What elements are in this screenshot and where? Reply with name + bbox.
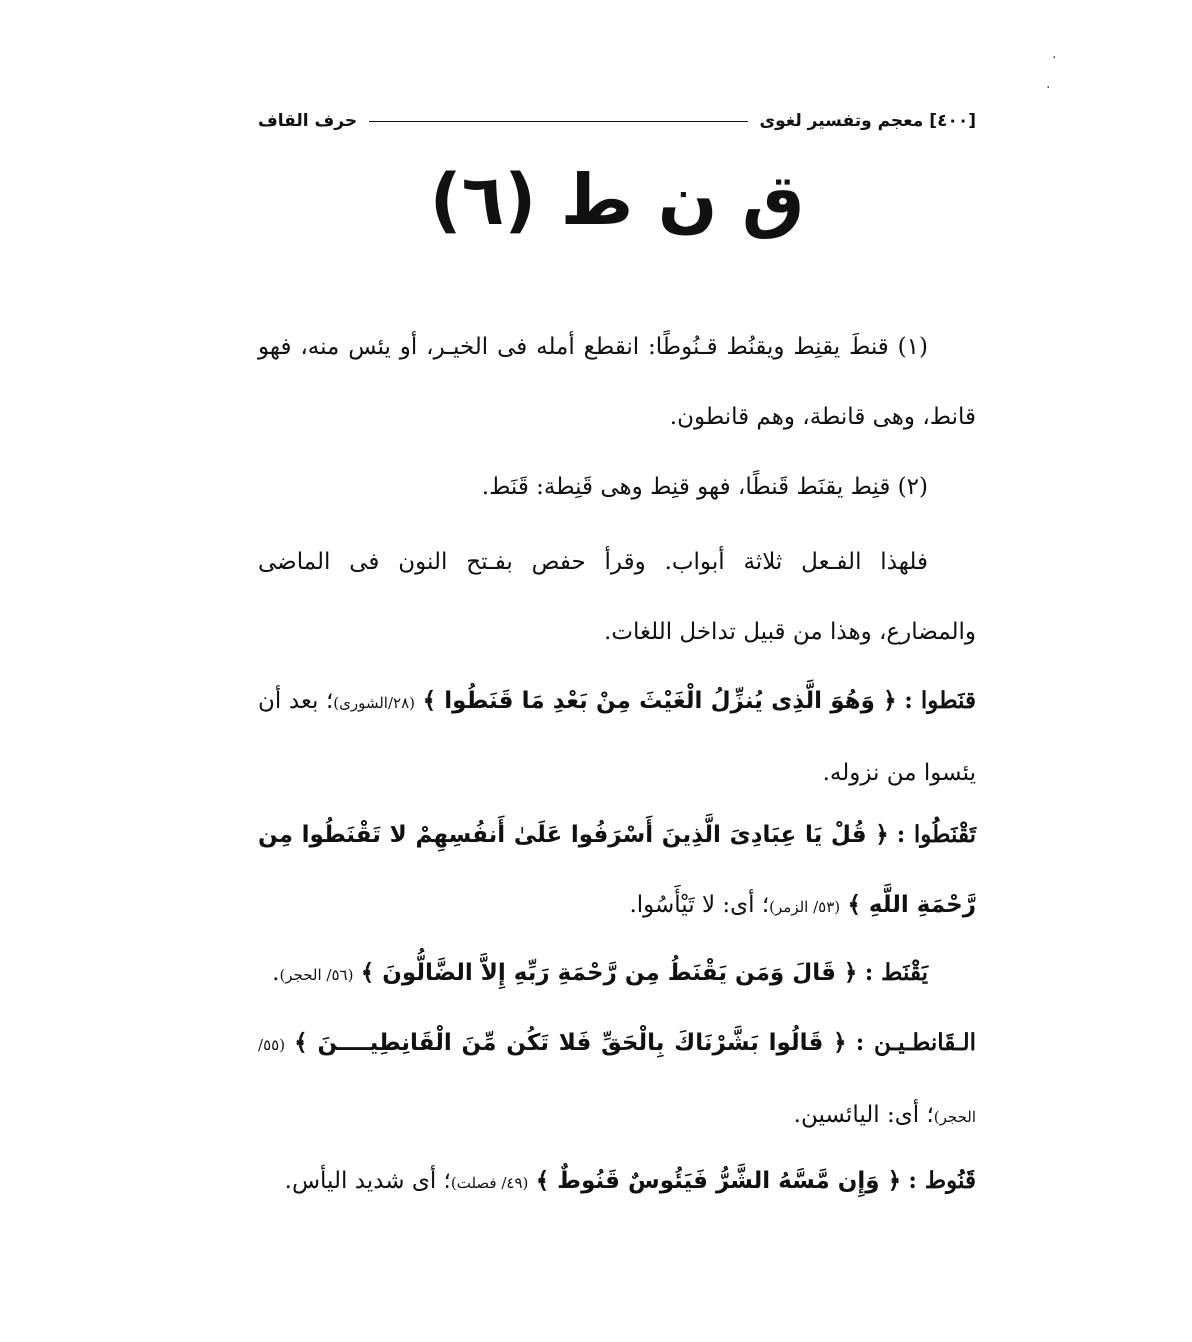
verse-taqnatu: ﴿ قُلْ يَا عِبَادِىَ الَّذِينَ أَسْرَفُوا عَلَىٰ أَنفُسِهِمْ لا تَقْنَطُوا مِن رَّحْمَةِ اللَّهِ ﴾ (258, 822, 976, 918)
ref-qanut: (٤٩/ فصلت) (450, 1174, 529, 1192)
header-rule (369, 121, 747, 122)
gloss-alqanitin: ؛ أى: اليائسين. (793, 1102, 934, 1128)
definition-1 (258, 312, 976, 452)
usage-qanut (258, 1146, 976, 1218)
usage-alqanitin (258, 1008, 976, 1152)
verb-patterns-text: فلهذا الفـعل ثلاثة أبواب. وقرأ حفص بفـتح النون فى الماضى والمضارع، وهذا من قبيل تداخل اللغات. (258, 549, 976, 645)
definition-2-text: (٢) قنِط يقنَط قَنطًا، فهو قنِط وهى قَنِطة: قَنَط. (481, 474, 928, 500)
verb-patterns-note (258, 527, 976, 667)
usage-yaqnat (258, 938, 976, 1010)
gloss-qanatu: ؛ بعد أن يئسوا من نزوله. (258, 688, 976, 786)
scan-speck: · (1046, 80, 1051, 96)
term-alqanitin: الـقَانطـيـن : (855, 1029, 977, 1056)
ref-yaqnat: (٥٦/ الحجر) (279, 966, 354, 984)
term-qanatu: قنَطوا : (904, 687, 976, 714)
ref-taqnatu: (٥٣/ الزمر) (769, 898, 841, 916)
term-taqnatu: تَقْنَطُوا : (896, 821, 977, 848)
gloss-yaqnat: . (272, 960, 280, 986)
page-number: [٤٠٠] (929, 111, 976, 131)
term-qanut: قَنُوط : (908, 1167, 976, 1194)
gloss-taqnatu: ؛ أى: لا تَيْأَسُوا. (629, 892, 770, 918)
chapter-name: حرف القاف (258, 111, 358, 131)
term-yaqnat: يَقْنَط : (864, 959, 928, 986)
definition-2 (258, 452, 976, 522)
verse-qanut: ﴿ وَإِن مَّسَّهُ الشَّرُّ فَيَئُوسٌ قَنُوطٌ ﴾ (535, 1168, 902, 1194)
entry-title: ق ن ط (٦) (429, 159, 805, 241)
verse-qanatu: ﴿ وَهُوَ الَّذِى يُنزِّلُ الْغَيْثَ مِنْ بَعْدِ مَا قَنَطُوا ﴾ (422, 688, 897, 714)
verse-yaqnat: ﴿ قَالَ وَمَن يَقْنَطُ مِن رَّحْمَةِ رَبِّهِ إِلاَّ الضَّالُّونَ ﴾ (360, 960, 858, 986)
scan-speck: · (1052, 50, 1057, 66)
usage-qanatu (258, 666, 976, 808)
definition-1-text: (١) قنطَ يقنِط ويقنُط قـنُوطًا: انقطع أمله فى الخيـر، أو يئس منه، فهو قانط، وهى قانطة، وهم قانطون. (258, 334, 976, 430)
ref-alqanitin: (٥٥/ الحجر) (258, 1036, 976, 1126)
gloss-qanut: ؛ أى شديد اليأس. (284, 1168, 451, 1194)
usage-taqnatu (258, 800, 976, 942)
ref-qanatu: (٢٨/الشورى) (333, 694, 416, 712)
book-title: معجم وتفسير لغوى (759, 111, 924, 131)
running-header (258, 106, 976, 136)
verse-alqanitin: ﴿ قَالُوا بَشَّرْنَاكَ بِالْحَقِّ فَلا تَكُن مِّنَ الْقَانِطِيــــنَ ﴾ (294, 1030, 847, 1056)
